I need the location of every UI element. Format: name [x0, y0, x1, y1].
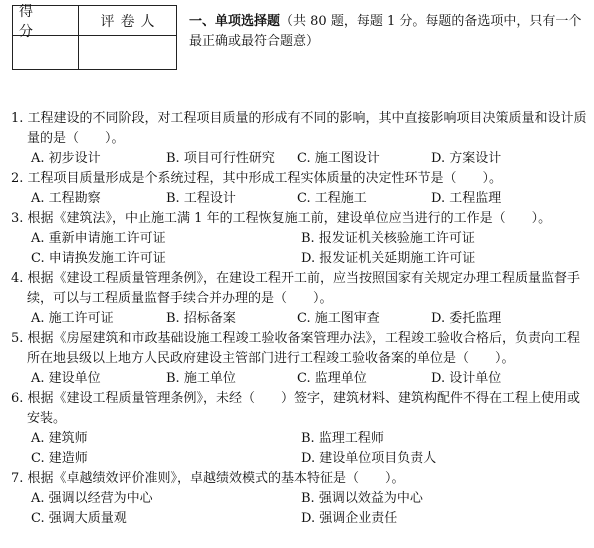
score-header: 得 分 — [13, 6, 79, 36]
option-d[interactable]: D. 建设单位项目负责人 — [301, 451, 437, 466]
option-a[interactable]: A. 建设单位 — [31, 371, 101, 386]
option-a[interactable]: A. 工程勘察 — [31, 191, 101, 206]
question-stem: 6. 根据《建设工程质量管理条例》，未经（ ）签字，建筑材料、建筑构配件不得在工程上使用或安装。 — [11, 391, 581, 426]
option-d[interactable]: D. 报发证机关延期施工许可证 — [301, 251, 476, 266]
option-b[interactable]: B. 招标备案 — [166, 311, 236, 326]
grader-cell[interactable] — [79, 36, 176, 69]
option-c[interactable]: C. 监理单位 — [297, 371, 367, 386]
question-3 — [11, 209, 589, 269]
question-stem: 5. 根据《房屋建筑和市政基础设施工程竣工验收备案管理办法》，工程竣工验收合格后，负责向工程所在地县级以上地方人民政府建设主管部门进行工程竣工验收备案的单位是（ ）。 — [11, 331, 581, 366]
options — [11, 229, 589, 269]
option-c[interactable]: C. 施工图审查 — [297, 311, 380, 326]
option-a[interactable]: A. 强调以经营为中心 — [31, 491, 153, 506]
question-2 — [11, 169, 589, 209]
question-5 — [11, 329, 589, 389]
option-b[interactable]: B. 监理工程师 — [301, 431, 384, 446]
option-a[interactable]: A. 建筑师 — [31, 431, 88, 446]
option-a[interactable]: A. 施工许可证 — [31, 311, 114, 326]
option-d[interactable]: D. 委托监理 — [431, 311, 502, 326]
question-stem: 2. 工程项目质量形成是个系统过程，其中形成工程实体质量的决定性环节是（ ）。 — [11, 171, 503, 186]
options — [11, 369, 589, 389]
score-cell[interactable] — [13, 36, 79, 69]
option-c[interactable]: C. 申请换发施工许可证 — [31, 251, 166, 266]
option-c[interactable]: C. 工程施工 — [297, 191, 367, 206]
options — [11, 189, 589, 209]
options — [11, 309, 589, 329]
option-d[interactable]: D. 工程监理 — [431, 191, 502, 206]
question-4 — [11, 269, 589, 329]
option-a[interactable]: A. 初步设计 — [31, 151, 101, 166]
option-c[interactable]: C. 施工图设计 — [297, 151, 380, 166]
option-b[interactable]: B. 施工单位 — [166, 371, 236, 386]
question-stem: 1. 工程建设的不同阶段，对工程项目质量的形成有不同的影响，其中直接影响项目决策质量和设计质量的是（ ）。 — [11, 111, 587, 146]
option-a[interactable]: A. 重新申请施工许可证 — [31, 231, 166, 246]
question-stem: 4. 根据《建设工程质量管理条例》，在建设工程开工前，应当按照国家有关规定办理工程质量监督手续，可以与工程质量监督手续合并办理的是（ ）。 — [11, 271, 581, 306]
score-box — [12, 5, 177, 70]
option-c[interactable]: C. 建造师 — [31, 451, 88, 466]
section-title: 一、单项选择题 — [189, 14, 281, 29]
option-d[interactable]: D. 强调企业责任 — [301, 511, 398, 526]
question-stem: 7. 根据《卓越绩效评价准则》，卓越绩效模式的基本特征是（ ）。 — [11, 471, 405, 486]
options — [11, 429, 589, 469]
options — [11, 489, 589, 529]
grader-header: 评卷人 — [79, 6, 176, 36]
question-6 — [11, 389, 589, 469]
option-d[interactable]: D. 设计单位 — [431, 371, 502, 386]
option-b[interactable]: B. 强调以效益为中心 — [301, 491, 423, 506]
option-b[interactable]: B. 项目可行性研究 — [166, 151, 275, 166]
question-1 — [11, 109, 589, 169]
option-c[interactable]: C. 强调大质量观 — [31, 511, 127, 526]
question-list — [11, 109, 589, 529]
question-7 — [11, 469, 589, 529]
section-description: （共 80 题，每题 1 分。每题的备选项中，只有一个最正确或最符合题意） — [189, 14, 582, 49]
option-d[interactable]: D. 方案设计 — [431, 151, 502, 166]
options — [11, 149, 589, 169]
question-stem: 3. 根据《建筑法》，中止施工满 1 年的工程恢复施工前，建设单位应当进行的工作是（ ）。 — [11, 211, 552, 226]
option-b[interactable]: B. 工程设计 — [166, 191, 236, 206]
section-heading — [189, 12, 587, 52]
option-b[interactable]: B. 报发证机关核验施工许可证 — [301, 231, 475, 246]
